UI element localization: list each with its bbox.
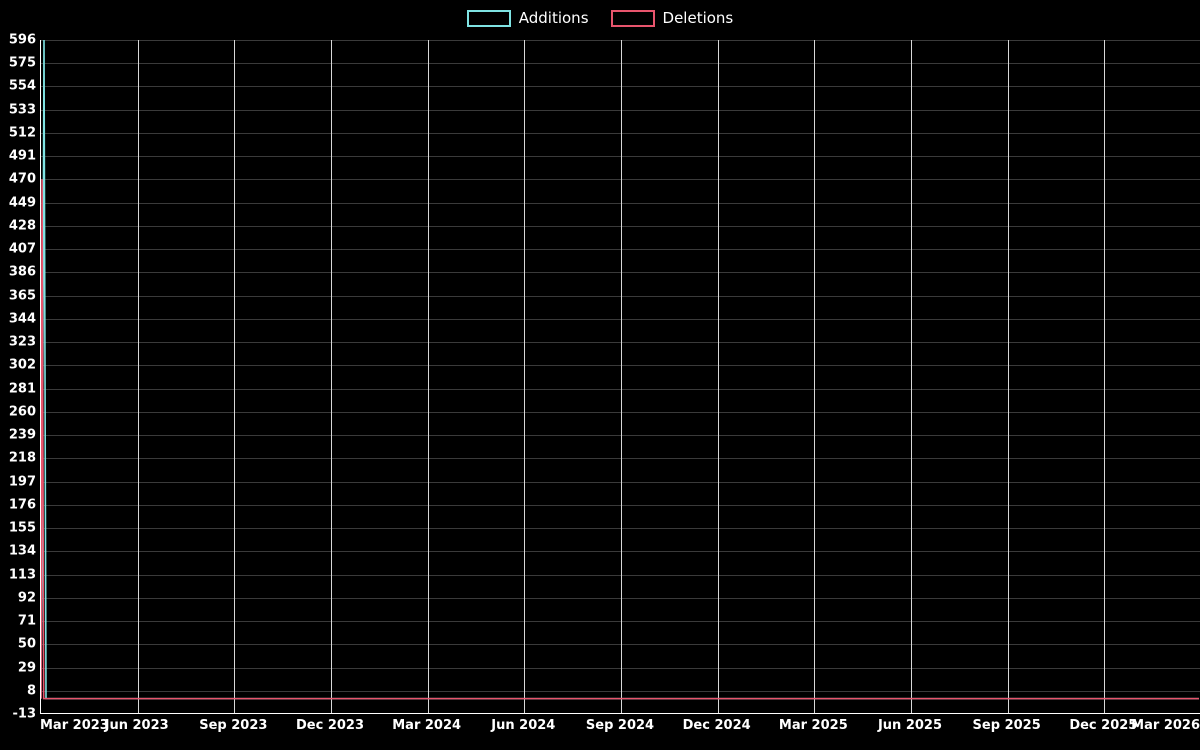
y-tick-label: 113 xyxy=(8,567,36,583)
y-tick-label: 176 xyxy=(8,497,36,513)
y-tick-label: 470 xyxy=(8,171,36,187)
legend-item-additions[interactable] xyxy=(467,9,589,27)
y-tick-label: 365 xyxy=(8,288,36,304)
y-tick-label: 533 xyxy=(8,102,36,118)
legend-label-additions: Additions xyxy=(518,9,589,27)
x-tick-label: Jun 2025 xyxy=(877,718,943,733)
legend-label-deletions: Deletions xyxy=(662,9,734,27)
legend-swatch-deletions xyxy=(611,10,655,27)
x-tick-label: Dec 2024 xyxy=(682,718,751,733)
legend-swatch-additions xyxy=(467,10,511,27)
x-tick-label: Sep 2023 xyxy=(199,718,268,733)
plot-area xyxy=(40,40,1200,714)
x-tick-label: Mar 2023 xyxy=(40,718,109,733)
x-tick-label: Mar 2026 xyxy=(1131,718,1200,733)
y-tick-label: 50 xyxy=(17,636,36,652)
x-tick-label: Dec 2023 xyxy=(295,718,365,733)
y-axis-labels xyxy=(0,32,36,722)
y-tick-label: 71 xyxy=(17,613,36,629)
y-tick-label: 386 xyxy=(8,264,36,280)
x-tick-label: Mar 2024 xyxy=(392,718,462,733)
y-tick-label: 575 xyxy=(8,55,36,71)
series-layer xyxy=(41,40,1200,713)
x-axis-labels xyxy=(40,718,1200,742)
y-tick-label: 239 xyxy=(8,427,36,443)
y-tick-label: 197 xyxy=(8,474,36,490)
x-tick-label: Mar 2025 xyxy=(778,718,848,733)
y-tick-label: 92 xyxy=(17,590,36,606)
y-tick-label: 260 xyxy=(8,404,36,420)
y-tick-label: 554 xyxy=(8,78,36,94)
y-tick-label: 596 xyxy=(8,32,36,48)
x-tick-label: Sep 2024 xyxy=(585,718,655,733)
x-tick-label: Sep 2025 xyxy=(972,718,1041,733)
y-tick-label: 29 xyxy=(17,660,36,676)
y-tick-label: 281 xyxy=(8,381,36,397)
x-tick-label: Dec 2025 xyxy=(1069,718,1138,733)
y-tick-label: 449 xyxy=(8,195,36,211)
chart-legend xyxy=(0,4,1200,32)
y-tick-label: -13 xyxy=(12,706,36,722)
y-tick-label: 155 xyxy=(8,520,36,536)
y-tick-label: 302 xyxy=(8,357,36,373)
y-tick-label: 512 xyxy=(8,125,36,141)
y-tick-label: 8 xyxy=(26,683,36,699)
y-tick-label: 428 xyxy=(8,218,36,234)
series-line-additions xyxy=(41,40,1199,699)
x-tick-label: Jun 2023 xyxy=(104,718,169,733)
y-tick-label: 407 xyxy=(8,241,36,257)
y-tick-label: 323 xyxy=(8,334,36,350)
y-tick-label: 491 xyxy=(8,148,36,164)
x-tick-label: Jun 2024 xyxy=(491,718,556,733)
series-line-deletions xyxy=(41,179,1199,698)
y-tick-label: 218 xyxy=(8,450,36,466)
legend-item-deletions[interactable] xyxy=(611,9,734,27)
y-tick-label: 344 xyxy=(8,311,36,327)
y-tick-label: 134 xyxy=(8,543,36,559)
